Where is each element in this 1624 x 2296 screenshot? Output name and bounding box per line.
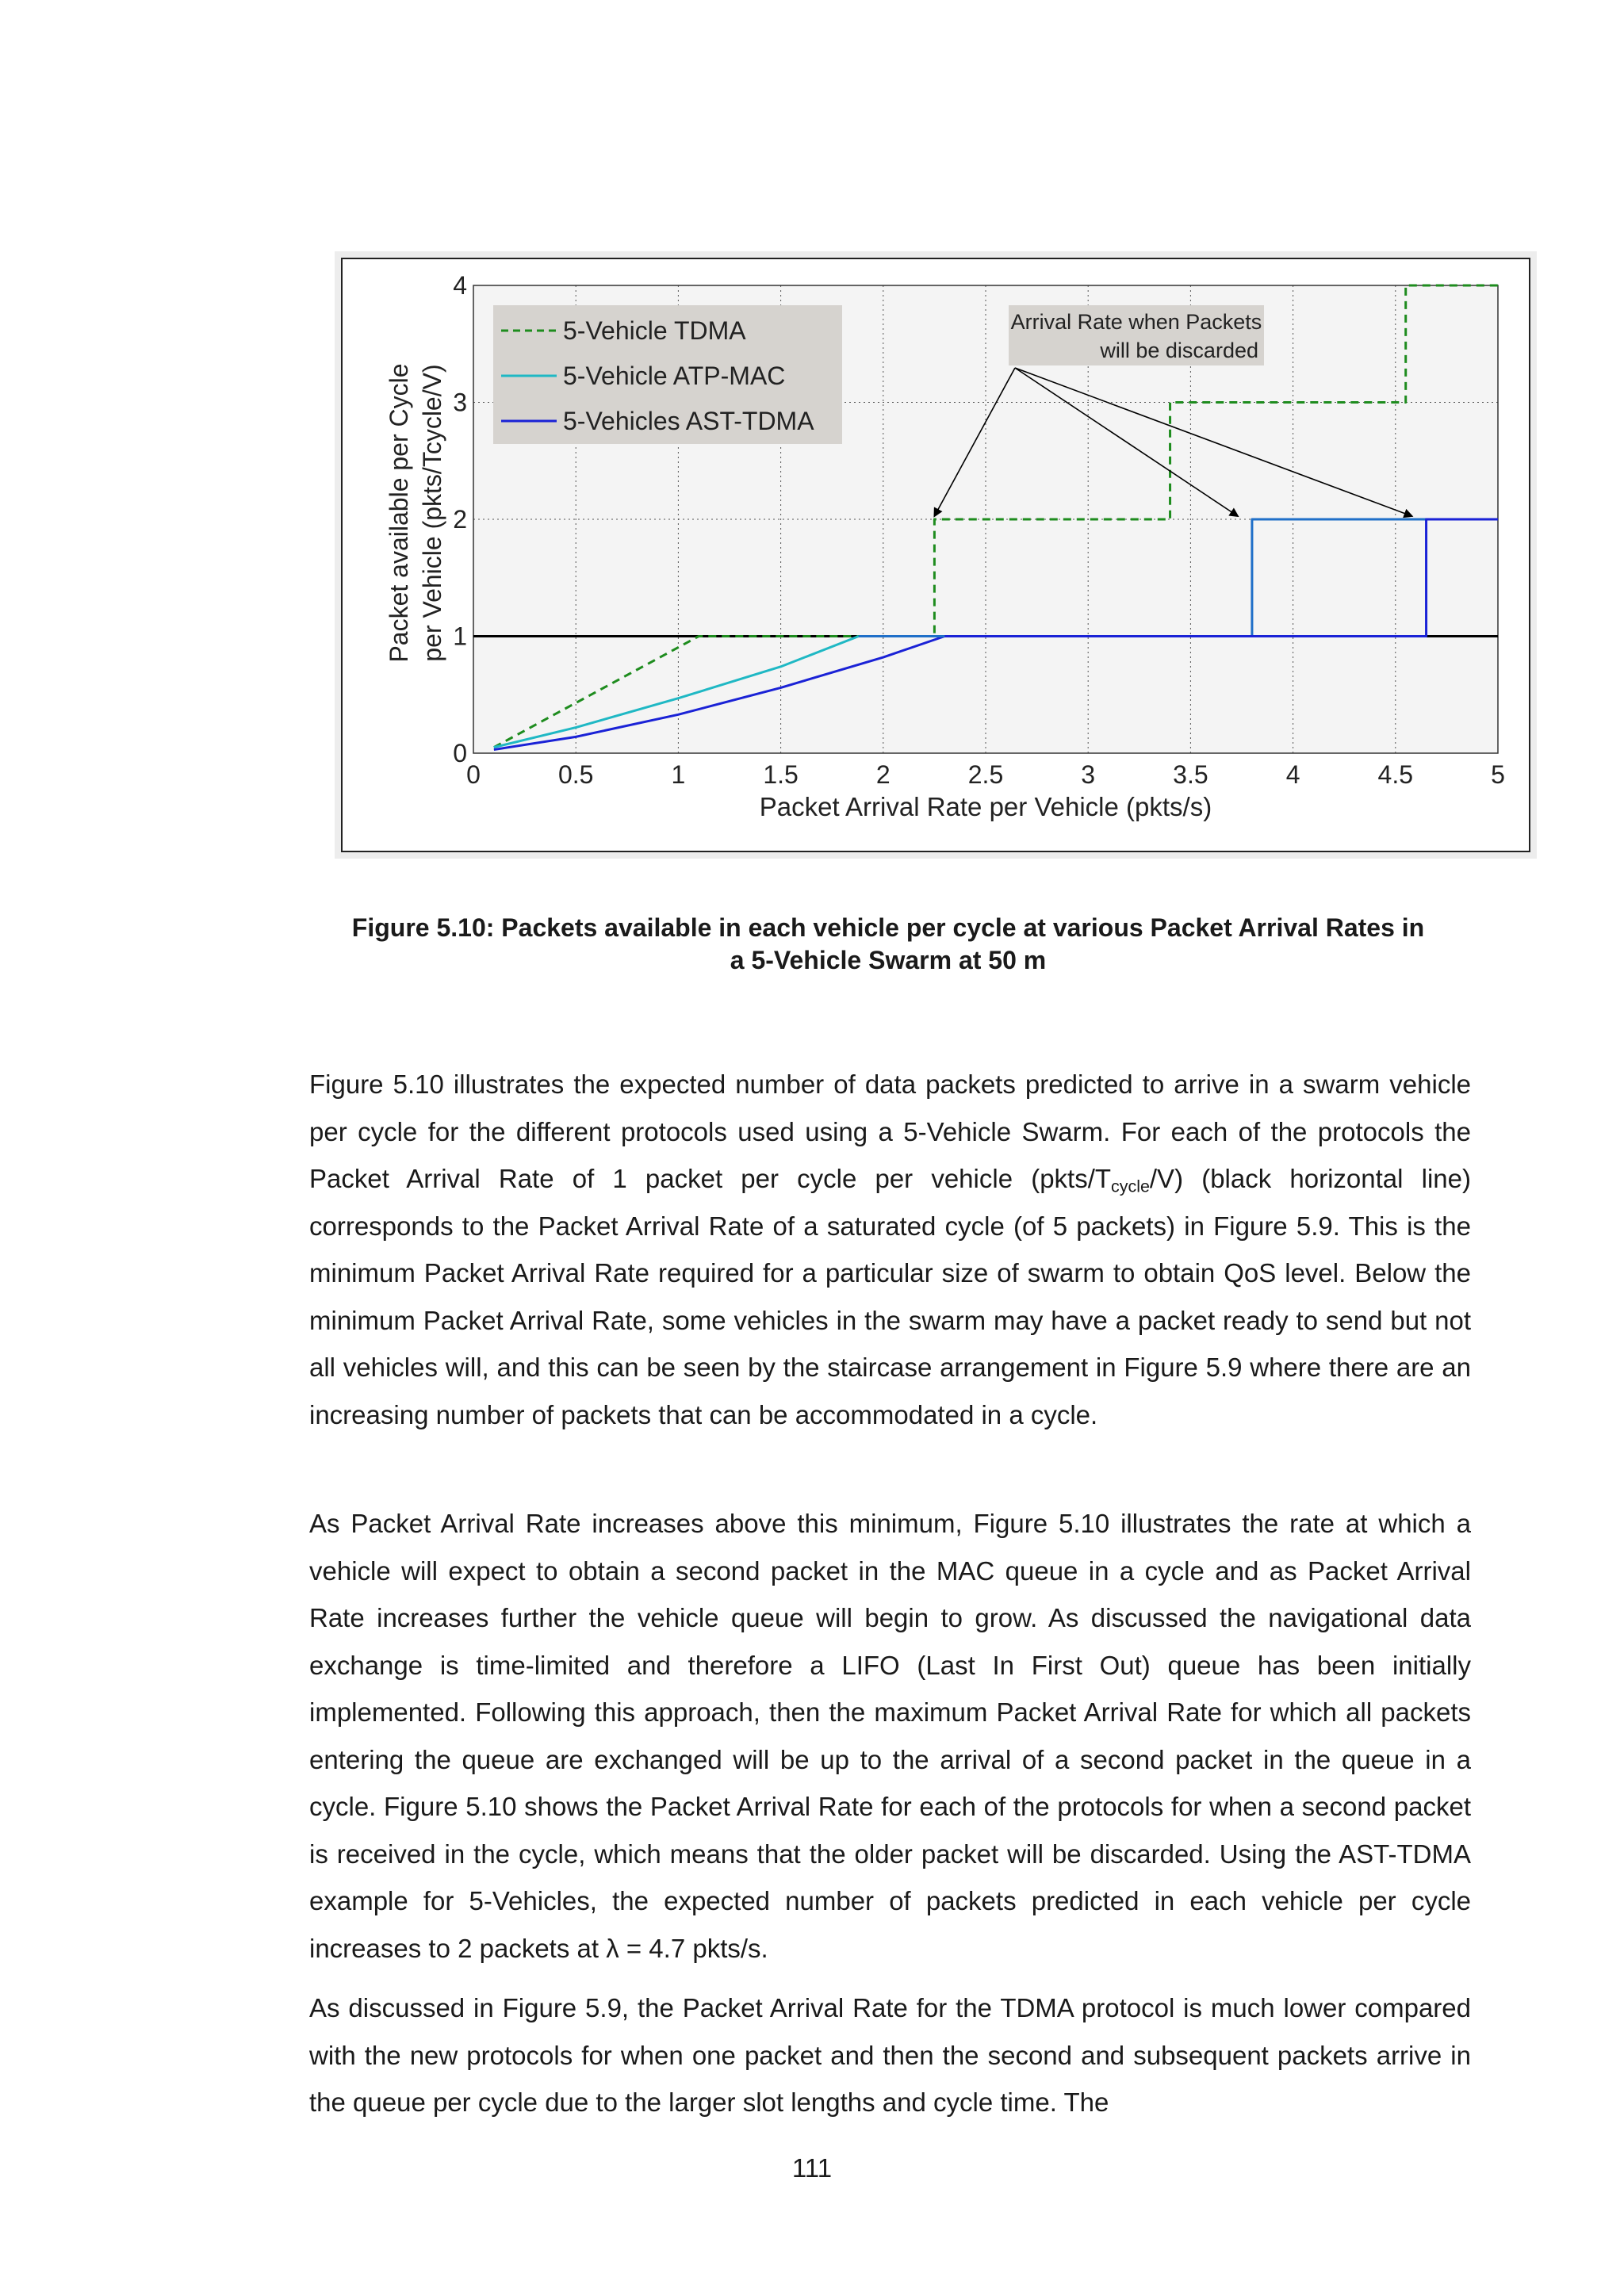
x-tick-label: 1 [671, 760, 686, 789]
legend-label-atp-mac: 5-Vehicle ATP-MAC [563, 362, 786, 390]
y-axis-label-line-2: per Vehicle (pkts/Tcycle/V) [418, 364, 446, 662]
page-number: 111 [791, 2153, 833, 2183]
y-tick-label: 3 [453, 388, 467, 417]
x-tick-label: 5 [1491, 760, 1505, 789]
x-tick-label: 3 [1081, 760, 1096, 789]
y-tick-label: 4 [453, 271, 467, 300]
x-tick-label: 4.5 [1377, 760, 1414, 789]
annotation-line-2: will be discarded [1100, 339, 1258, 362]
x-tick-label: 1.5 [763, 760, 799, 789]
figure-frame [341, 258, 1530, 852]
body-paragraph-3: As discussed in Figure 5.9, the Packet Arrival Rate for the TDMA protocol is much lower compared with the new protocols for when one packet and then the second and subsequent packets arrive in the queue per cycle due to the larger slot lengths and cycle time. The [309, 1993, 1471, 2117]
x-tick-label: 2.5 [967, 760, 1004, 789]
paragraph-1-part-2: /V) (black horizontal line) corresponds to the Packet Arrival Rate of a saturated cycle (of 5 packets) in Figure 5.9. This is the minimum Packet Arrival Rate required for a particular size of swarm to obtain QoS level. Below the minimum Packet Arrival Rate, some vehicles in the swarm may have a packet ready to send but not all vehicles will, and this can be seen by the staircase arrangement in Figure 5.9 where there are an increasing number of packets that can be accommodated in a cycle. [309, 1164, 1471, 1429]
legend [493, 305, 842, 444]
caption-line-2: a 5-Vehicle Swarm at 50 m [730, 946, 1047, 974]
x-tick-label: 3.5 [1173, 760, 1208, 789]
y-axis-label-line-1: Packet available per Cycle [385, 363, 413, 663]
x-tick-label: 0.5 [557, 760, 594, 789]
paragraph-1-subscript: cycle [1111, 1177, 1150, 1196]
legend-label-tdma: 5-Vehicle TDMA [563, 316, 746, 345]
body-paragraph-2: As Packet Arrival Rate increases above this minimum, Figure 5.10 illustrates the rate at which a vehicle will expect to obtain a second packet in the MAC queue in a cycle and as Packet Arrival Rate increases further the vehicle queue will begin to grow. As discussed the navigational data exchange is time-limited and therefore a LIFO (Last In First Out) queue has been initially implemented. Following this approach, then the maximum Packet Arrival Rate for which all packets entering the queue are exchanged will be up to the arrival of a second packet in the queue in a cycle. Figure 5.10 shows the Packet Arrival Rate for each of the protocols for when a second packet is received in the cycle, which means that the older packet will be discarded. Using the AST-TDMA example for 5-Vehicles, the expected number of packets predicted in each vehicle per cycle increases to 2 packets at λ = 4.7 pkts/s. [309, 1509, 1471, 1963]
caption-line-1: Figure 5.10: Packets available in each vehicle per cycle at various Packet Arrival Rates in [351, 913, 1425, 942]
paragraph-1-part-1: Figure 5.10 illustrates the expected number of data packets predicted to arrive in a swarm vehicle per cycle for the different protocols used using a 5-Vehicle Swarm. For each of the protocols the Packet Arrival Rate of 1 packet per cycle per vehicle (pkts/T [309, 1070, 1471, 1193]
y-tick-label: 2 [453, 505, 467, 534]
y-tick-label: 1 [453, 622, 467, 651]
x-tick-label: 0 [466, 760, 481, 789]
legend-label-ast-tdma: 5-Vehicles AST-TDMA [563, 407, 814, 435]
body-paragraph-1 [309, 1061, 1471, 1438]
x-tick-label: 4 [1285, 760, 1300, 789]
chart [343, 259, 1529, 851]
annotation-line-1: Arrival Rate when Packets [1010, 310, 1262, 334]
x-tick-label: 2 [875, 760, 891, 789]
figure-caption [309, 912, 1467, 977]
x-axis-label: Packet Arrival Rate per Vehicle (pkts/s) [759, 792, 1212, 821]
y-tick-label: 0 [453, 739, 467, 767]
